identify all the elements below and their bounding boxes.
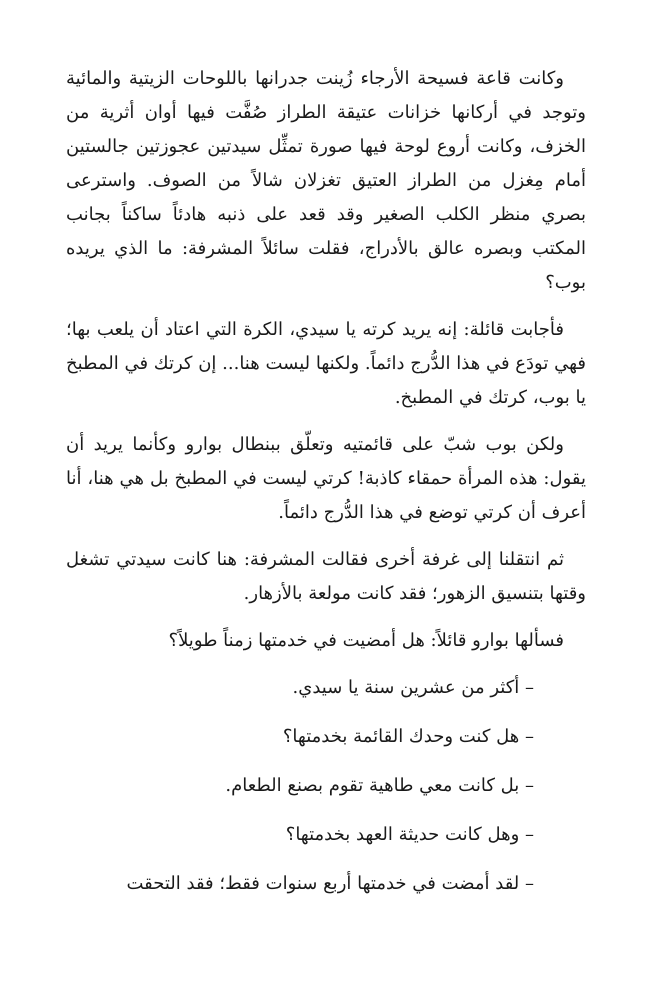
dialogue-line: – بل كانت معي طاهية تقوم بصنع الطعام. <box>225 775 534 796</box>
dialogue-line: – أكثر من عشرين سنة يا سيدي. <box>292 677 534 698</box>
paragraph-bob-reaction: ولكن بوب شبّ على قائمتيه وتعلّق ببنطال بوارو وكأنما يريد أن يقول: هذه المرأة حمقاء كاذبة! كرتي ليست في المطبخ بل هي هنا، أنا أعرف أن كرتي توضع في هذا الدُّرج دائماً. <box>66 434 586 523</box>
book-page <box>66 62 586 916</box>
dialogue-line: – هل كنت وحدك القائمة بخدمتها؟ <box>282 726 534 747</box>
dialogue-line: – وهل كانت حديثة العهد بخدمتها؟ <box>285 824 534 845</box>
paragraph-housekeeper-answer: فأجابت قائلة: إنه يريد كرته يا سيدي، الكرة التي اعتاد أن يلعب بها؛ فهي تودَع في هذا الدُّرج دائماً. ولكنها ليست هنا... إن كرتك في المطبخ يا بوب، كرتك في المطبخ. <box>66 319 586 408</box>
paragraph-flower-room: ثم انتقلنا إلى غرفة أخرى فقالت المشرفة: هنا كانت سيدتي تشغل وقتها بتنسيق الزهور؛ فقد كانت مولعة بالأزهار. <box>66 549 586 604</box>
dialogue-line: – لقد أمضت في خدمتها أربع سنوات فقط؛ فقد التحقت <box>126 873 534 894</box>
paragraph-poirot-question: فسألها بوارو قائلاً: هل أمضيت في خدمتها زمناً طويلاً؟ <box>168 630 564 651</box>
dialogue-list <box>66 671 586 901</box>
paragraph-hall-description: وكانت قاعة فسيحة الأرجاء زُينت جدرانها باللوحات الزيتية والمائية وتوجد في أركانها خزانات عتيقة الطراز صُفَّت فيها أوان أثرية من الخزف، وكانت أروع لوحة فيها صورة تمثِّل سيدتين عجوزتين جالستين أمام مِغزل من الطراز العتيق تغزلان شالاً من الصوف. واسترعى بصري منظر الكلب الصغير وقد قعد على ذنبه هادئاً ساكناً بجانب المكتب وبصره عالق بالأدراج، فقلت سائلاً المشرفة: ما الذي يريده بوب؟ <box>66 68 586 293</box>
